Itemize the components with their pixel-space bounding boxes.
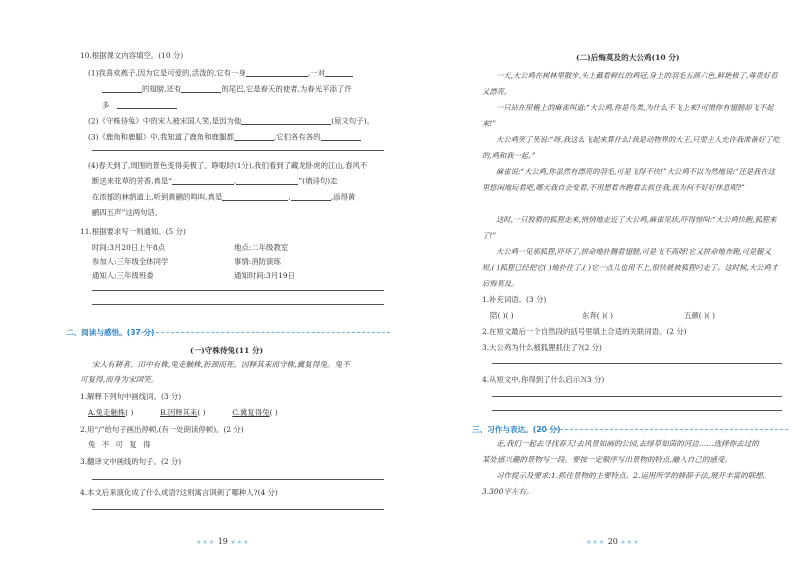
option-c-blank[interactable]: ( ) xyxy=(269,408,278,417)
q10-s1-cont xyxy=(102,85,352,93)
q11-time: 时间:3月20日上午8点 xyxy=(92,243,166,252)
r-q4: 4.从短文中,你得到了什么启示?(3 分) xyxy=(482,375,605,384)
q10-s1-text-d: 的尾巴,它是春天的使者,为春光平添了许 xyxy=(221,84,352,94)
s3-line1: 走,我们一起去寻找春天!去风景如画的公园,去绿草如茵的河边……选择你去过的 xyxy=(496,439,759,448)
option-c: C.冀复得兔 xyxy=(232,408,270,417)
s3-line4: 3.300字左右。 xyxy=(482,487,534,496)
q10-s1-text-b: ,一对 xyxy=(307,68,326,78)
blank[interactable] xyxy=(222,193,288,201)
q10-s3-text-a: (3)《鹿角和鹿腿》中,我知道了鹿角和鹿腿都 xyxy=(88,132,234,142)
q10-s4: 断送来花草的芳香,真是“ , ”(填诗句)走 xyxy=(92,176,338,186)
blank[interactable] xyxy=(241,117,331,125)
q10-s4-end: 鹂四五声”这两句话。 xyxy=(92,208,163,217)
s3-line2: 某处感兴趣的景物写一段。要按一定顺序写出景物的特点,融入自己的感受。 xyxy=(482,455,732,464)
answer-line[interactable] xyxy=(92,304,384,305)
blank[interactable] xyxy=(234,133,274,141)
answer-line[interactable] xyxy=(92,150,384,151)
q11-date: 通知时间:3月19日 xyxy=(234,271,295,280)
page-number-left xyxy=(196,537,250,546)
section3-title: 三、习作与表达。(20 分) xyxy=(472,425,561,434)
q11-people: 参加人:三年级全体同学 xyxy=(92,257,169,266)
blank[interactable] xyxy=(172,177,234,185)
passage2-p2: 一只站在屋檐上的麻雀叫道:“大公鸡,你是鸟类,为什么不飞上来?可惜你有翅膀却飞不起来!” xyxy=(482,103,774,128)
q10-s4-a: (4)春天到了,周围的景色变得美极了。睁眼时(1分),我们看到了藏龙卧虎的江山,春风不 xyxy=(88,161,368,170)
q10-s3 xyxy=(88,133,361,141)
q10-s1-end xyxy=(102,101,177,109)
passage2-title: (二)后悔莫及的大公鸡(10 分) xyxy=(576,53,680,62)
blank[interactable] xyxy=(117,101,177,109)
q11-place: 地点:二年级教室 xyxy=(234,243,289,252)
passage2-p4: 麻雀说:“大公鸡,你虽然有漂亮的羽毛,可是飞得不快!”大公鸡不以为然地说:“还是我在这里悠闲地玩着吧,哪天我自会变着,不用想着奔跑着去抓住我,我为何不好好休息呢?” xyxy=(482,167,776,192)
r-q1-b[interactable]: 东奔( )( ) xyxy=(582,311,614,320)
r-q2: 2.在短文最后一个自然段的括号里填上合适的关联词语。(2 分) xyxy=(482,327,687,336)
passage2-p6: 大公鸡一见那狐狸,吓坏了,拼命地扑腾着翅膀,可是飞不高呀!它又拼命地奔跑,可是腿又短,( )狐狸已经把它( )地扑住了,( )它一点儿也用不上,很快就被狐狸叼走了。这时候,大公鸡才后悔莫及。 xyxy=(482,247,779,288)
s2-q2-sentence: 兔 不 可 复 得 xyxy=(88,440,153,449)
stars-icon: ★★★ xyxy=(620,539,640,546)
answer-line[interactable] xyxy=(492,396,782,397)
section-divider xyxy=(540,429,788,430)
s2-q1-options xyxy=(88,409,278,416)
q11-title: 11.根据要求写一则通知。(5 分) xyxy=(80,227,186,236)
q10-s4-cont: 在浓郁的林荫道上,听到黄鹂的鸣叫,真是 , ,添得黄 xyxy=(92,192,356,202)
s3-line3: 习作提示及要求:1.抓住景物的主要特点。2.运用所学的修辞手法,展开丰富的联想。 xyxy=(496,471,771,480)
section-divider xyxy=(136,332,390,333)
blank[interactable] xyxy=(321,133,361,141)
q10-s4-text-c: ”(填诗句)走 xyxy=(298,176,338,186)
stars-icon: ★★★ xyxy=(586,539,606,546)
right-page xyxy=(400,0,800,565)
q10-s3-text-b: ,它们各有各的 xyxy=(273,132,321,142)
s2-q1: 1.解释下列句中画线词。(3 分) xyxy=(80,392,182,401)
q11-by: 通知人:三年级班委 xyxy=(92,271,154,280)
q10-s2-text-a: (2)《守株待兔》中的宋人被宋国人笑,是因为他 xyxy=(88,116,242,126)
r-q1-a[interactable]: 陪( )( ) xyxy=(490,311,514,320)
q10-s1-text-c: 的翅膀,还有 xyxy=(142,84,182,94)
passage2-p3: 大公鸡笑了笑说:“呀,我这么飞起来算什么!我是动物界的大王,只要主人允许我准备好了吃的,鸡和我一起。” xyxy=(482,135,780,160)
blank[interactable] xyxy=(102,85,142,93)
blank[interactable] xyxy=(246,69,308,77)
option-b-blank[interactable]: ( ) xyxy=(197,408,206,417)
q10-title: 10.根据课文内容填空。(10 分) xyxy=(80,51,184,60)
r-q1: 1.补充词语。(3 分) xyxy=(482,295,547,304)
s2-q3: 3.翻译文中画线的句子。(2 分) xyxy=(80,457,182,466)
q10-s4-text-e: ,添得黄 xyxy=(330,192,356,202)
q10-s4-text-d: 在浓郁的林荫道上,听到黄鹂的鸣叫,真是 xyxy=(92,192,223,202)
q11-event: 事情:消防演练 xyxy=(234,257,281,266)
stars-icon: ★★★ xyxy=(196,539,216,546)
passage1-line1: 宋人有耕者。田中有株,兔走触株,折颈而死。因释其耒而守株,冀复得兔。兔不 xyxy=(92,360,350,369)
section2-title: 二、阅读与感悟。(37 分) xyxy=(66,328,155,337)
r-q3: 3.大公鸡为什么被狐狸抓住了?(2 分) xyxy=(482,343,602,352)
blank[interactable] xyxy=(181,85,221,93)
q10-s2 xyxy=(88,117,374,125)
answer-line[interactable] xyxy=(92,479,384,480)
blank[interactable] xyxy=(325,69,353,77)
q10-s1-text-e: 多 xyxy=(102,100,110,110)
s2-q2: 2.用“/”给句子画出停顿,(有一处朗读停顿)。(2 分) xyxy=(80,425,244,434)
option-a-blank[interactable]: ( ) xyxy=(125,408,134,417)
answer-line[interactable] xyxy=(492,363,782,364)
answer-line[interactable] xyxy=(492,410,782,411)
q10-s1 xyxy=(88,69,353,77)
blank[interactable] xyxy=(236,177,298,185)
page-number: 20 xyxy=(607,537,618,546)
q10-s4-text-b: 断送来花草的芳香,真是“ xyxy=(92,176,173,186)
passage2-p5: 这时,一只狡猾的狐狸走来,悄悄地走近了大公鸡,麻雀见状,吓得惊叫:“大公鸡快跑,狐狸来了!” xyxy=(482,215,777,240)
passage2-p1: 一天,大公鸡在树林里散步,头上戴着鲜红的鸡冠,身上的羽毛五颜六色,鲜艳极了,尊贵好看又漂亮。 xyxy=(482,71,778,96)
answer-line[interactable] xyxy=(92,290,384,291)
passage1-title: (一)守株待兔(11 分) xyxy=(190,346,264,355)
q10-s2-text-b: (原文句子)。 xyxy=(331,116,374,126)
r-q1-c[interactable]: 五颜( )( ) xyxy=(684,311,716,320)
option-a: A.兔走触株 xyxy=(88,408,126,417)
s2-q4: 4.本文后来演化成了什么成语?这则寓言讽刺了哪种人?(4 分) xyxy=(80,488,278,497)
page-number-right xyxy=(586,537,640,546)
answer-line[interactable] xyxy=(92,509,384,510)
q10-s1-text-a: (1)我喜欢燕子,因为它是可爱的,活泼的,它有一身 xyxy=(88,68,246,78)
stars-icon: ★★★ xyxy=(230,539,250,546)
blank[interactable] xyxy=(291,193,331,201)
option-b: B.因释其耒 xyxy=(160,408,198,417)
page-number: 19 xyxy=(217,537,228,546)
passage1-line2: 可复得,而身为宋国笑。 xyxy=(80,375,159,384)
